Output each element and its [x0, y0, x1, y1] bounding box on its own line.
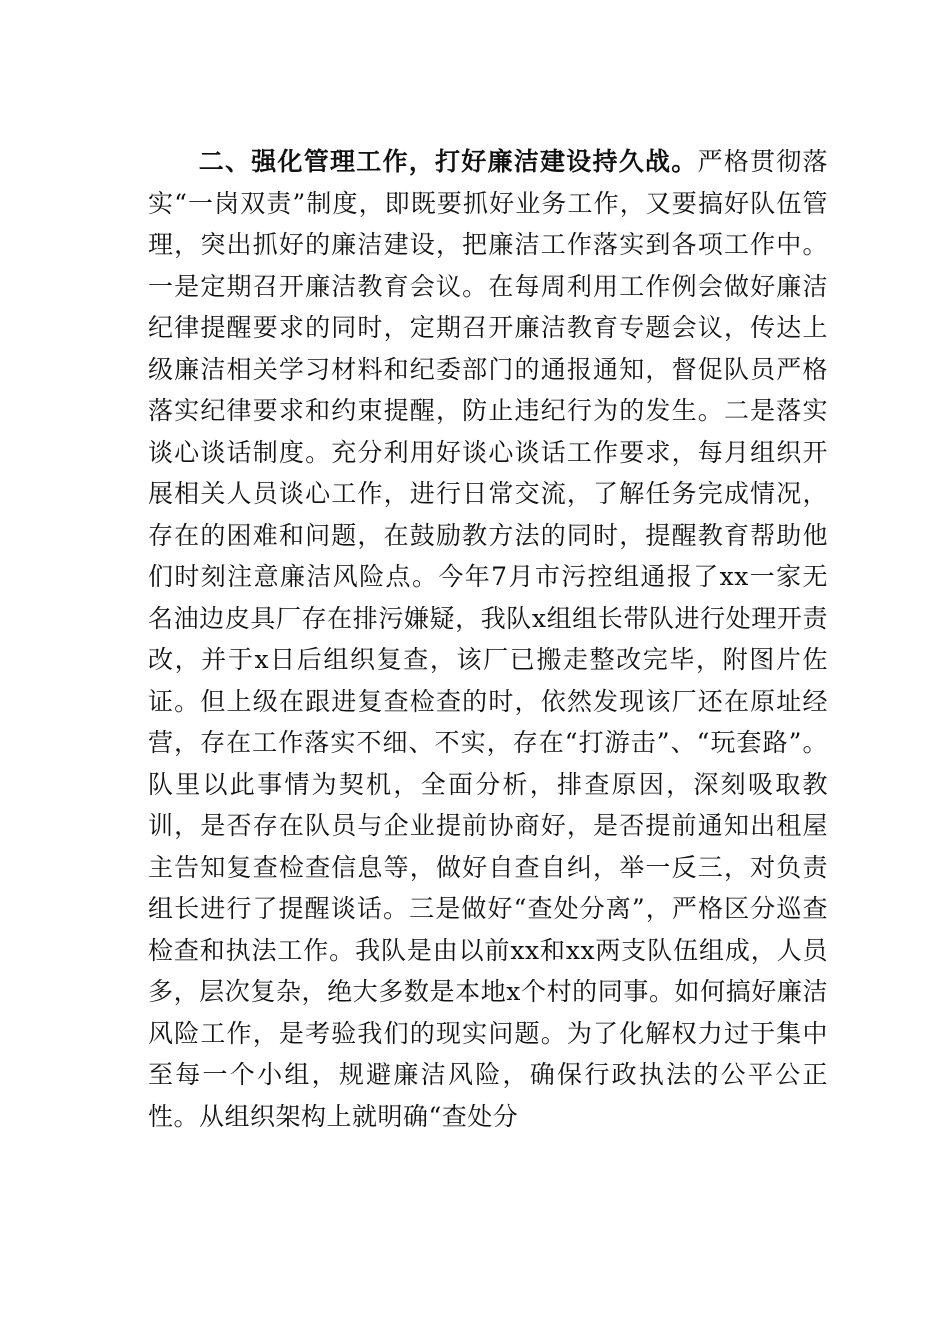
- body-text-block: [148, 141, 828, 1137]
- paragraph-body: 严格贯彻落实“一岗双责”制度，即既要抓好业务工作，又要搞好队伍管理，突出抓好的廉洁建设，把廉洁工作落实到各项工作中。一是定期召开廉洁教育会议。在每周利用工作例会做好廉洁纪律提醒要求的同时，定期召开廉洁教育专题会议，传达上级廉洁相关学习材料和纪委部门的通报通知，督促队员严格落实纪律要求和约束提醒，防止违纪行为的发生。二是落实谈心谈话制度。充分利用好谈心谈话工作要求，每月组织开展相关人员谈心工作，进行日常交流，了解任务完成情况，存在的困难和问题，在鼓励教方法的同时，提醒教育帮助他们时刻注意廉洁风险点。今年7月市污控组通报了xx一家无名油边皮具厂存在排污嫌疑，我队x组组长带队进行处理开责改，并于x日后组织复查，该厂已搬走整改完毕，附图片佐证。但上级在跟进复查检查的时，依然发现该厂还在原址经营，存在工作落实不细、不实，存在“打游击”、“玩套路”。队里以此事情为契机，全面分析，排查原因，深刻吸取教训，是否存在队员与企业提前协商好，是否提前通知出租屋主告知复查检查信息等，做好自查自纠，举一反三，对负责组长进行了提醒谈话。三是做好“查处分离”，严格区分巡查检查和执法工作。我队是由以前xx和xx两支队伍组成，人员多，层次复杂，绝大多数是本地x个村的同事。如何搞好廉洁风险工作，是考验我们的现实问题。为了化解权力过于集中至每一个小组，规避廉洁风险，确保行政执法的公平公正性。从组织架构上就明确“查处分: [148, 147, 828, 1131]
- paragraph: [148, 141, 828, 1137]
- section-heading: 二、强化管理工作，打好廉洁建设持久战。: [198, 147, 698, 176]
